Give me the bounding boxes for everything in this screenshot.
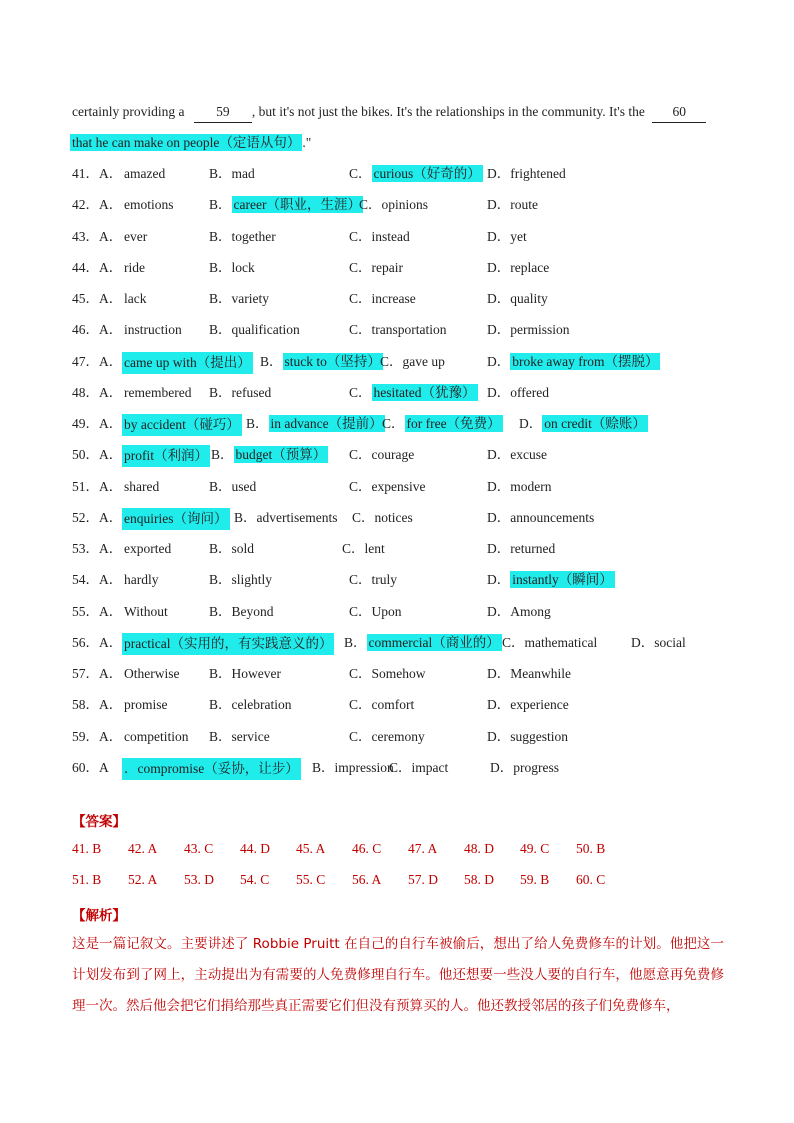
question-number: 57．A．: [72, 666, 123, 681]
question-number: 58．A．: [72, 697, 123, 713]
option-a: ．compromise（妥协，让步）: [122, 758, 301, 780]
option-b: [209, 195, 363, 215]
option-d: D．Meanwhile: [487, 666, 571, 681]
option-d: D．offered: [487, 384, 549, 400]
option-text: instantly（瞬间）: [512, 572, 613, 588]
option-d: [487, 352, 660, 372]
question-number: 49．A．: [72, 416, 123, 431]
option-a: competition: [124, 728, 189, 744]
option-b: B．sold: [209, 541, 255, 556]
option-label: B．: [260, 353, 283, 369]
question-number: 55．A．: [72, 603, 123, 619]
answers-heading: 【答案】: [72, 814, 126, 830]
option-a: emotions: [124, 197, 174, 213]
option-c: C．courage: [349, 447, 415, 463]
option-d: D．permission: [487, 322, 570, 338]
option-b: [344, 633, 502, 653]
option-d: D．frightened: [487, 166, 566, 181]
question-number: 59．A．: [72, 728, 123, 744]
option-label: C．: [349, 384, 372, 400]
option-d: D．progress: [490, 759, 559, 775]
option-a: ever: [124, 228, 148, 244]
option-b: B．Beyond: [209, 603, 274, 619]
answer-item: 60. C: [576, 872, 606, 887]
option-text: in advance（提前）: [270, 416, 383, 431]
option-label: B．: [344, 634, 367, 650]
option-a: came up with（提出）: [122, 352, 253, 374]
answer-item: 48. D: [464, 841, 494, 856]
option-a: profit（利润）: [122, 445, 210, 467]
option-c: [382, 414, 503, 434]
answer-item: 45. A: [296, 841, 326, 856]
option-d: D．Among: [487, 603, 551, 619]
passage-line-2: [72, 133, 311, 153]
answer-item: 58. D: [464, 872, 494, 887]
option-c: [349, 383, 478, 403]
answers-row: [72, 872, 632, 888]
option-b: B．advertisements: [234, 509, 338, 525]
answer-item: 43. C: [184, 841, 214, 856]
question-number: 53．A．: [72, 541, 123, 556]
answer-item: 46. C: [352, 841, 382, 856]
option-label: D．: [519, 416, 543, 431]
option-b: B．However: [209, 666, 281, 681]
option-text: stuck to（坚持）: [284, 353, 381, 369]
answer-item: 47. A: [408, 841, 438, 856]
question-number: 60．A: [72, 759, 109, 775]
option-b: [246, 414, 385, 434]
option-c: C．instead: [349, 228, 410, 244]
option-a: amazed: [124, 166, 166, 181]
option-b: B．refused: [209, 384, 272, 400]
question-number: 41．A．: [72, 166, 123, 181]
option-d: D．social: [631, 634, 686, 650]
answer-item: 54. C: [240, 872, 270, 887]
question-number: 48．A．: [72, 384, 123, 400]
question-number: 44．A．: [72, 259, 123, 275]
option-label: B．: [209, 197, 232, 213]
question-number: 56．A．: [72, 634, 123, 650]
option-d: D．suggestion: [487, 728, 568, 744]
option-text: broke away from（摆脱）: [512, 353, 659, 369]
answer-item: 56. A: [352, 872, 382, 887]
blank-60: 60: [652, 102, 706, 123]
option-c: [349, 164, 483, 184]
option-d: D．returned: [487, 541, 556, 556]
passage-line-1: [72, 102, 706, 123]
option-d: D．announcements: [487, 509, 595, 525]
option-text: commercial（商业的）: [368, 634, 500, 650]
option-b: B．variety: [209, 291, 269, 306]
option-b: B．service: [209, 728, 270, 744]
option-a: shared: [124, 478, 160, 494]
question-number: 45．A．: [72, 291, 123, 306]
option-label: B．: [246, 416, 269, 431]
option-d: D．yet: [487, 228, 527, 244]
option-a: by accident（碰巧）: [122, 414, 242, 436]
option-b: B．mad: [209, 166, 255, 181]
option-a: enquiries（询问）: [122, 508, 230, 530]
question-number: 51．A．: [72, 478, 123, 494]
option-a: practical（实用的，有实践意义的）: [122, 633, 334, 655]
option-c: C．lent: [342, 541, 385, 556]
question-number: 52．A．: [72, 509, 123, 525]
highlight: that he can make on people（定语从句）: [72, 135, 301, 150]
question-number: 43．A．: [72, 228, 123, 244]
option-c: C．ceremony: [349, 728, 425, 744]
answer-item: 42. A: [128, 841, 158, 856]
answer-item: 51. B: [72, 872, 102, 887]
option-d: D．route: [487, 197, 538, 213]
option-c: C．Somehow: [349, 666, 426, 681]
option-label: D．: [487, 572, 511, 588]
option-c: C．transportation: [349, 322, 447, 338]
passage-text: , but it's not just the bikes. It's the relationships in the community. It's the: [251, 104, 645, 119]
option-label: B．: [211, 447, 234, 463]
answer-item: 41. B: [72, 841, 102, 856]
option-a: instruction: [124, 322, 182, 338]
option-a: promise: [124, 697, 168, 713]
option-d: D．replace: [487, 259, 550, 275]
option-c: C．expensive: [349, 478, 426, 494]
option-label: C．: [382, 416, 405, 431]
option-d: D．excuse: [487, 447, 547, 463]
option-b: [211, 445, 328, 465]
question-number: 50．A．: [72, 447, 123, 463]
analysis-paragraph: 这是一篇记叙文。主要讲述了 Robbie Pruitt 在自己的自行车被偷后，想出了给人免费修车的计划。他把这一计划发布到了网上，主动提出为有需要的人免费修理自行车。他还想要一些没人要的自行车，他愿意再免费修理一次。然后他会把它们捐给那些真正需要它们但没有预算买的人。他还教授邻居的孩子们免费修车，: [72, 936, 724, 1014]
option-b: B．lock: [209, 259, 255, 275]
answer-item: 50. B: [576, 841, 606, 856]
answers-row: [72, 841, 632, 857]
option-d: D．quality: [487, 291, 548, 306]
option-text: budget（预算）: [235, 447, 327, 463]
option-b: B．qualification: [209, 322, 300, 338]
answer-item: 52. A: [128, 872, 158, 887]
option-d: [487, 570, 615, 590]
option-b: B．used: [209, 478, 257, 494]
answer-item: 57. D: [408, 872, 438, 887]
option-c: C．impact: [389, 759, 449, 775]
answer-item: 49. C: [520, 841, 550, 856]
answer-item: 59. B: [520, 872, 550, 887]
option-c: C．increase: [349, 291, 416, 306]
option-d: D．experience: [487, 697, 569, 713]
option-label: D．: [487, 353, 511, 369]
option-c: C．opinions: [359, 197, 429, 213]
option-a: lack: [124, 291, 147, 306]
option-d: D．modern: [487, 478, 552, 494]
option-text: career（职业，生涯）: [233, 197, 361, 213]
option-text: hesitated（犹豫）: [373, 384, 476, 400]
answer-item: 44. D: [240, 841, 270, 856]
option-b: B．slightly: [209, 572, 273, 588]
answer-item: 55. C: [296, 872, 326, 887]
question-number: 42．A．: [72, 197, 123, 213]
option-c: C．repair: [349, 259, 403, 275]
option-label: C．: [349, 166, 372, 181]
option-b: B．impression: [312, 759, 394, 775]
option-b: [260, 352, 383, 372]
option-b: B．together: [209, 228, 276, 244]
option-c: C．comfort: [349, 697, 415, 713]
question-number: 47．A．: [72, 353, 123, 369]
option-text: on credit（赊账）: [544, 416, 646, 431]
option-c: C．gave up: [380, 353, 445, 369]
blank-59: 59: [194, 102, 252, 123]
option-a: ride: [124, 259, 145, 275]
analysis-heading: 【解析】: [72, 908, 126, 924]
option-c: C．mathematical: [502, 634, 598, 650]
answer-item: 53. D: [184, 872, 214, 887]
question-number: 54．A．: [72, 572, 123, 588]
option-a: exported: [124, 541, 172, 556]
passage-text: certainly providing a: [72, 104, 185, 119]
passage-text: .": [302, 135, 312, 150]
option-a: remembered: [124, 384, 192, 400]
option-a: Otherwise: [124, 666, 180, 681]
question-number: 46．A．: [72, 322, 123, 338]
option-d: [519, 414, 648, 434]
option-a: Without: [124, 603, 168, 619]
option-b: B．celebration: [209, 697, 292, 713]
option-text: curious（好奇的）: [373, 166, 481, 181]
option-a: hardly: [124, 572, 159, 588]
option-c: C．Upon: [349, 603, 402, 619]
option-c: C．notices: [352, 509, 413, 525]
option-text: for free（免费）: [406, 416, 501, 431]
option-c: C．truly: [349, 572, 398, 588]
